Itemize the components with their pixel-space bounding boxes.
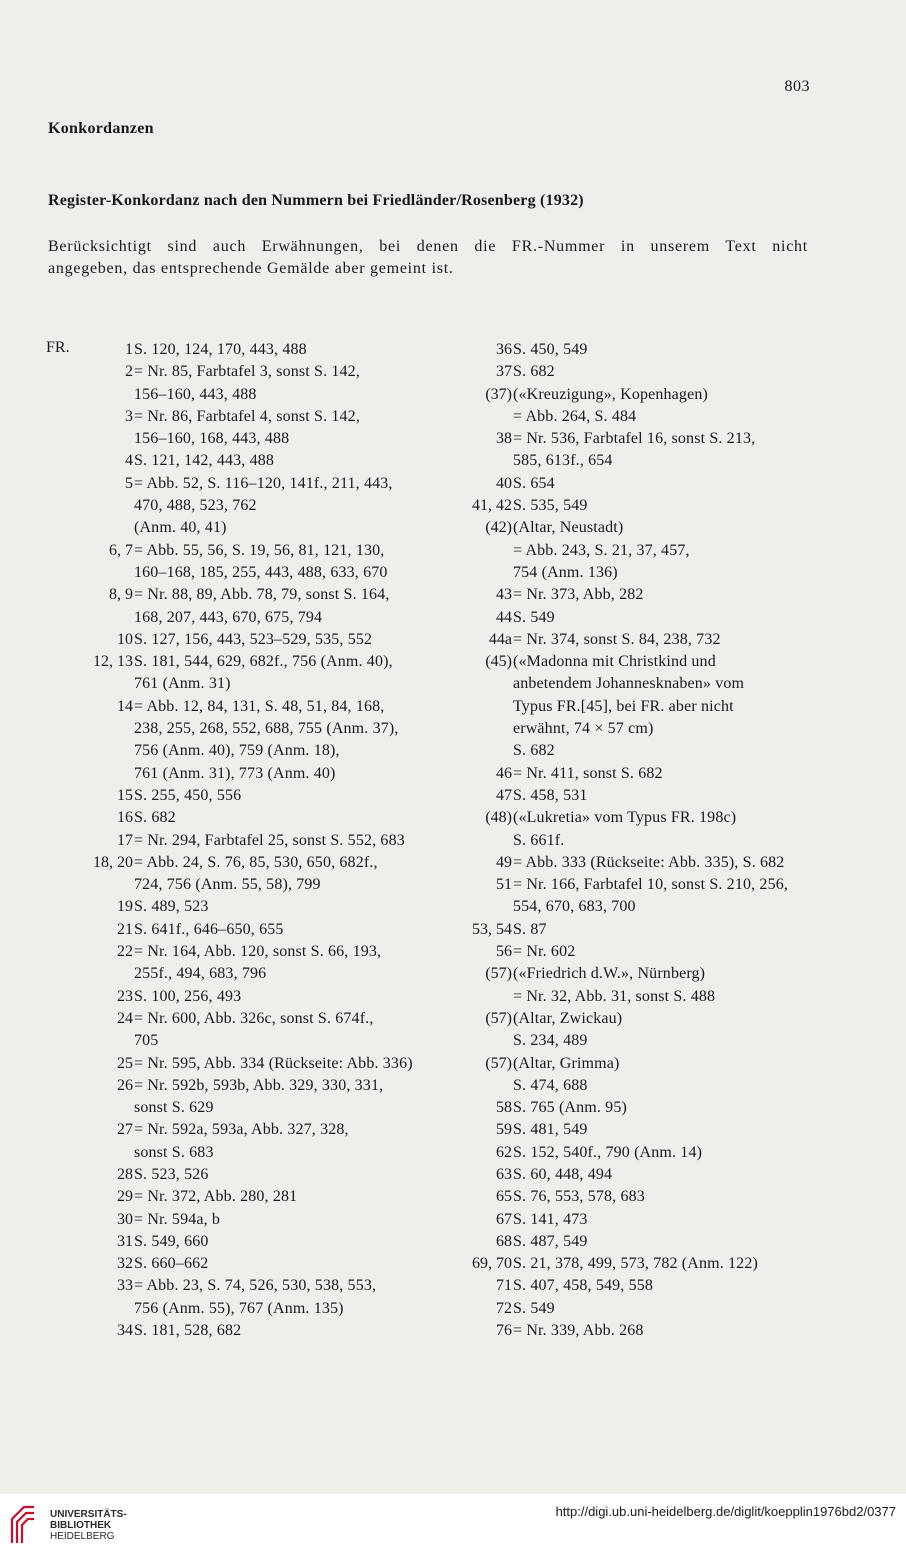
concordance-entry	[48, 896, 448, 918]
concordance-entry	[48, 1097, 448, 1119]
fr-number: 51	[496, 876, 512, 894]
concordance-entry	[440, 896, 820, 918]
fr-number: 53, 54	[472, 920, 512, 938]
concordance-entry	[440, 584, 820, 606]
fr-number	[440, 1075, 512, 1097]
fr-number	[48, 1142, 133, 1164]
concordance-entry	[440, 1164, 820, 1186]
fr-number	[440, 740, 512, 762]
concordance-entry	[48, 339, 448, 361]
concordance-entry	[48, 1209, 448, 1231]
reference-text: S. 523, 526	[134, 1165, 209, 1183]
reference-text: = Abb. 24, S. 76, 85, 530, 650, 682f.,	[134, 853, 378, 871]
concordance-entry	[48, 986, 448, 1008]
concordance-entry	[440, 919, 820, 941]
fr-number	[48, 740, 133, 762]
fr-number: 29	[117, 1188, 133, 1206]
fr-number: 72	[496, 1299, 512, 1317]
concordance-entry	[440, 1298, 820, 1320]
reference-text: = Nr. 602	[513, 943, 576, 961]
concordance-entry	[48, 473, 448, 495]
concordance-entry	[440, 1275, 820, 1297]
concordance-entry	[440, 1030, 820, 1052]
concordance-entry	[440, 607, 820, 629]
reference-text: 724, 756 (Anm. 55, 58), 799	[134, 876, 321, 894]
concordance-entry	[48, 785, 448, 807]
fr-number: (57)	[485, 1009, 512, 1027]
reference-text: = Nr. 595, Abb. 334 (Rückseite: Abb. 336)	[134, 1054, 413, 1072]
reference-text: S. 60, 448, 494	[513, 1165, 613, 1183]
reference-text: (Altar, Zwickau)	[513, 1009, 623, 1027]
reference-text: = Nr. 166, Farbtafel 10, sonst S. 210, 256,	[513, 876, 789, 894]
reference-text: = Nr. 411, sonst S. 682	[513, 764, 663, 782]
reference-text: = Nr. 592a, 593a, Abb. 327, 328,	[134, 1121, 349, 1139]
fr-number: 12, 13	[93, 653, 133, 671]
reference-text: S. 21, 378, 499, 573, 782 (Anm. 122)	[513, 1255, 758, 1273]
concordance-entry	[440, 785, 820, 807]
reference-text: = Abb. 333 (Rückseite: Abb. 335), S. 682	[513, 853, 785, 871]
fr-number: 30	[117, 1210, 133, 1228]
reference-text: = Abb. 243, S. 21, 37, 457,	[513, 541, 690, 559]
reference-text: S. 120, 124, 170, 443, 488	[134, 341, 307, 358]
intro-line-1: Berücksichtigt sind auch Erwähnungen, bei denen die FR.-Nummer in unserem Text nicht	[48, 238, 808, 255]
reference-text: = Nr. 373, Abb, 282	[513, 586, 644, 604]
concordance-entry	[48, 1142, 448, 1164]
fr-number	[440, 406, 512, 428]
reference-text: anbetendem Johannesknaben» vom	[513, 675, 745, 693]
library-footer	[0, 1494, 906, 1558]
concordance-entry	[440, 406, 820, 428]
reference-text: 761 (Anm. 31), 773 (Anm. 40)	[134, 764, 336, 782]
reference-text: S. 255, 450, 556	[134, 786, 242, 804]
concordance-entry	[48, 963, 448, 985]
reference-text: S. 682	[134, 809, 176, 827]
reference-text: S. 654	[513, 474, 555, 492]
concordance-entry	[48, 874, 448, 896]
fr-number	[440, 540, 512, 562]
concordance-entry	[440, 651, 820, 673]
reference-text: S. 181, 544, 629, 682f., 756 (Anm. 40),	[134, 653, 393, 671]
reference-text: S. 458, 531	[513, 786, 588, 804]
reference-text: S. 100, 256, 493	[134, 987, 242, 1005]
reference-text: 168, 207, 443, 670, 675, 794	[134, 608, 323, 626]
library-name	[50, 1509, 127, 1542]
concordance-entry	[440, 740, 820, 762]
fr-number: 14	[117, 697, 133, 715]
reference-text: 255f., 494, 683, 796	[134, 965, 267, 983]
reference-text: S. 141, 473	[513, 1210, 588, 1228]
fr-number: 46	[496, 764, 512, 782]
reference-text: S. 535, 549	[513, 497, 588, 515]
concordance-entry	[440, 540, 820, 562]
reference-text: 160–168, 185, 255, 443, 488, 633, 670	[134, 563, 388, 581]
concordance-entry	[48, 607, 448, 629]
source-url-link[interactable]: http://digi.ub.uni-heidelberg.de/diglit/koepplin1976bd2/0377	[555, 1504, 896, 1519]
reference-text: 756 (Anm. 55), 767 (Anm. 135)	[134, 1299, 344, 1317]
reference-text: S. 549	[513, 1299, 555, 1317]
reference-text: Typus FR.[45], bei FR. aber nicht	[513, 697, 734, 715]
concordance-entry	[440, 361, 820, 383]
concordance-entry	[48, 450, 448, 472]
reference-text: S. 660–662	[134, 1255, 209, 1273]
fr-number: 26	[117, 1076, 133, 1094]
fr-number: 34	[117, 1322, 133, 1340]
fr-number	[440, 562, 512, 584]
concordance-entry	[48, 584, 448, 606]
reference-text: = Nr. 374, sonst S. 84, 238, 732	[513, 630, 721, 648]
fr-number	[440, 830, 512, 852]
concordance-entry	[440, 473, 820, 495]
concordance-entry	[48, 1075, 448, 1097]
concordance-entry	[440, 1253, 820, 1275]
fr-number: 40	[496, 474, 512, 492]
reference-text: S. 481, 549	[513, 1121, 588, 1139]
page-number: 803	[784, 78, 810, 95]
reference-text: («Friedrich d.W.», Nürnberg)	[513, 965, 706, 983]
reference-text: = Nr. 88, 89, Abb. 78, 79, sonst S. 164,	[134, 586, 390, 604]
reference-text: = Nr. 339, Abb. 268	[513, 1322, 644, 1340]
fr-number: 5	[125, 474, 133, 492]
reference-text: sonst S. 629	[134, 1099, 214, 1117]
fr-number: 58	[496, 1099, 512, 1117]
reference-text: = Nr. 594a, b	[134, 1210, 221, 1228]
reference-text: S. 682	[513, 363, 555, 381]
concordance-entry	[440, 1119, 820, 1141]
fr-number	[48, 562, 133, 584]
concordance-entry	[48, 1231, 448, 1253]
fr-number: (42)	[485, 519, 512, 537]
reference-text: S. 87	[513, 920, 547, 938]
concordance-entry	[48, 629, 448, 651]
fr-number: 47	[496, 786, 512, 804]
fr-number: 41, 42	[472, 497, 512, 515]
intro-paragraph	[48, 236, 808, 280]
fr-number: 59	[496, 1121, 512, 1139]
reference-text: = Abb. 55, 56, S. 19, 56, 81, 121, 130,	[134, 541, 385, 559]
fr-number: 22	[117, 943, 133, 961]
concordance-entry	[440, 1097, 820, 1119]
concordance-entry	[440, 963, 820, 985]
fr-number	[440, 1030, 512, 1052]
fr-number	[440, 986, 512, 1008]
concordance-right-column	[440, 339, 820, 1342]
fr-number	[48, 718, 133, 740]
fr-number: 68	[496, 1232, 512, 1250]
concordance-entry	[48, 361, 448, 383]
concordance-entry	[440, 830, 820, 852]
reference-text: S. 641f., 646–650, 655	[134, 920, 284, 938]
reference-text: sonst S. 683	[134, 1143, 214, 1161]
concordance-entry	[440, 562, 820, 584]
concordance-entry	[48, 651, 448, 673]
reference-text: = Nr. 294, Farbtafel 25, sonst S. 552, 683	[134, 831, 405, 849]
fr-number: 44	[496, 608, 512, 626]
library-name-line1: UNIVERSITÄTS-	[50, 1509, 127, 1520]
section-heading: Konkordanzen	[48, 120, 154, 137]
reference-text: 470, 488, 523, 762	[134, 497, 257, 515]
fr-number: 33	[117, 1277, 133, 1295]
library-name-line2: BIBLIOTHEK	[50, 1520, 112, 1531]
reference-text: = Abb. 264, S. 484	[513, 407, 637, 425]
fr-number: 1	[125, 341, 133, 358]
reference-text: = Nr. 592b, 593b, Abb. 329, 330, 331,	[134, 1076, 384, 1094]
reference-text: S. 234, 489	[513, 1032, 588, 1050]
reference-text: = Nr. 86, Farbtafel 4, sonst S. 142,	[134, 407, 360, 425]
fr-number: 36	[496, 341, 512, 358]
fr-number: 31	[117, 1232, 133, 1250]
concordance-entry	[48, 1053, 448, 1075]
reference-text: (Altar, Neustadt)	[513, 519, 624, 537]
concordance-entry	[48, 495, 448, 517]
reference-text: 756 (Anm. 40), 759 (Anm. 18),	[134, 742, 340, 760]
fr-number: 67	[496, 1210, 512, 1228]
concordance-entry	[48, 1164, 448, 1186]
concordance-entry	[48, 830, 448, 852]
fr-number: 24	[117, 1009, 133, 1027]
concordance-entry	[440, 941, 820, 963]
concordance-entry	[48, 517, 448, 539]
reference-text: S. 549	[513, 608, 555, 626]
concordance-entry	[48, 941, 448, 963]
concordance-entry	[48, 384, 448, 406]
reference-text: = Abb. 12, 84, 131, S. 48, 51, 84, 168,	[134, 697, 385, 715]
fr-number: 3	[125, 407, 133, 425]
fr-number	[48, 495, 133, 517]
fr-number	[48, 763, 133, 785]
reference-text: S. 152, 540f., 790 (Anm. 14)	[513, 1143, 703, 1161]
fr-number: 49	[496, 853, 512, 871]
fr-number: 44a	[488, 630, 512, 648]
fr-number: 38	[496, 430, 512, 448]
concordance-entry	[440, 1320, 820, 1342]
fr-number	[440, 450, 512, 472]
concordance-entry	[440, 428, 820, 450]
concordance-entry	[440, 339, 820, 361]
reference-text: S. 489, 523	[134, 898, 209, 916]
reference-text: S. 765 (Anm. 95)	[513, 1099, 627, 1117]
concordance-entry	[48, 807, 448, 829]
concordance-entry	[48, 1253, 448, 1275]
concordance-entry	[48, 1008, 448, 1030]
fr-number: 17	[117, 831, 133, 849]
concordance-entry	[48, 696, 448, 718]
fr-number: 37	[496, 363, 512, 381]
fr-number: (37)	[485, 385, 512, 403]
fr-number	[48, 1030, 133, 1052]
reference-text: S. 549, 660	[134, 1232, 209, 1250]
fr-number: (48)	[485, 809, 512, 827]
reference-text: = Nr. 85, Farbtafel 3, sonst S. 142,	[134, 363, 360, 381]
reference-text: S. 450, 549	[513, 341, 588, 358]
fr-number: 19	[117, 898, 133, 916]
fr-number	[48, 1298, 133, 1320]
fr-number: 15	[117, 786, 133, 804]
concordance-entry	[48, 1186, 448, 1208]
fr-number: 6, 7	[109, 541, 133, 559]
fr-number: 32	[117, 1255, 133, 1273]
concordance-entry	[48, 562, 448, 584]
concordance-entry	[48, 1275, 448, 1297]
fr-number: 4	[125, 452, 133, 470]
reference-text: 156–160, 168, 443, 488	[134, 430, 290, 448]
fr-number: 27	[117, 1121, 133, 1139]
concordance-entry	[440, 807, 820, 829]
concordance-entry	[440, 852, 820, 874]
concordance-entry	[440, 986, 820, 1008]
reference-text: = Nr. 32, Abb. 31, sonst S. 488	[513, 987, 716, 1005]
concordance-entry	[48, 406, 448, 428]
concordance-entry	[440, 1008, 820, 1030]
fr-number	[48, 428, 133, 450]
library-logo-icon	[10, 1505, 36, 1545]
fr-number	[440, 718, 512, 740]
reference-text: = Nr. 536, Farbtafel 16, sonst S. 213,	[513, 430, 756, 448]
fr-number: 21	[117, 920, 133, 938]
reference-text: («Lukretia» vom Typus FR. 198c)	[513, 809, 737, 827]
reference-text: = Abb. 23, S. 74, 526, 530, 538, 553,	[134, 1277, 377, 1295]
fr-number: 62	[496, 1143, 512, 1161]
reference-text: S. 474, 688	[513, 1076, 588, 1094]
reference-text: 761 (Anm. 31)	[134, 675, 231, 693]
concordance-entry	[440, 1142, 820, 1164]
fr-number: (45)	[485, 653, 512, 671]
concordance-entry	[48, 673, 448, 695]
reference-text: S. 181, 528, 682	[134, 1322, 242, 1340]
fr-number: 25	[117, 1054, 133, 1072]
fr-number	[440, 696, 512, 718]
concordance-entry	[48, 540, 448, 562]
reference-text: S. 487, 549	[513, 1232, 588, 1250]
fr-number: 76	[496, 1322, 512, 1340]
concordance-entry	[48, 1119, 448, 1141]
fr-number: 56	[496, 943, 512, 961]
concordance-entry	[48, 1320, 448, 1342]
concordance-entry	[440, 384, 820, 406]
reference-text: (Altar, Grimma)	[513, 1054, 620, 1072]
concordance-entry	[440, 629, 820, 651]
concordance-entry	[440, 517, 820, 539]
concordance-entry	[48, 428, 448, 450]
concordance-entry	[440, 1186, 820, 1208]
fr-number: 28	[117, 1165, 133, 1183]
concordance-entry	[440, 763, 820, 785]
fr-number	[48, 673, 133, 695]
intro-line-2: angegeben, das entsprechende Gemälde aber gemeint ist.	[48, 260, 454, 277]
concordance-entry	[48, 919, 448, 941]
concordance-left-column	[48, 339, 448, 1342]
reference-text: (Anm. 40, 41)	[134, 519, 227, 537]
fr-number: 16	[117, 809, 133, 827]
reference-text: = Nr. 372, Abb. 280, 281	[134, 1188, 298, 1206]
fr-number: 65	[496, 1188, 512, 1206]
reference-text: erwähnt, 74 × 57 cm)	[513, 720, 654, 738]
concordance-entry	[48, 740, 448, 762]
concordance-entry	[440, 495, 820, 517]
concordance-entry	[440, 450, 820, 472]
fr-number: 8, 9	[109, 586, 133, 604]
reference-text: = Nr. 164, Abb. 120, sonst S. 66, 193,	[134, 943, 382, 961]
section-subheading: Register-Konkordanz nach den Nummern bei Friedländer/Rosenberg (1932)	[48, 192, 584, 209]
concordance-entry	[440, 874, 820, 896]
fr-number: 23	[117, 987, 133, 1005]
fr-number: 71	[496, 1277, 512, 1295]
concordance-entry	[48, 1298, 448, 1320]
concordance-entry	[48, 763, 448, 785]
concordance-entry	[440, 673, 820, 695]
reference-text: 585, 613f., 654	[513, 452, 613, 470]
reference-text: («Kreuzigung», Kopenhagen)	[513, 385, 708, 403]
concordance-entry	[440, 1209, 820, 1231]
concordance-entry	[440, 718, 820, 740]
reference-text: = Abb. 52, S. 116–120, 141f., 211, 443,	[134, 474, 393, 492]
fr-number	[440, 673, 512, 695]
fr-number: 69, 70	[472, 1255, 512, 1273]
fr-number: 43	[496, 586, 512, 604]
reference-text: S. 121, 142, 443, 488	[134, 452, 275, 470]
fr-number: (57)	[485, 1054, 512, 1072]
reference-text: («Madonna mit Christkind und	[513, 653, 716, 671]
fr-number	[48, 607, 133, 629]
reference-text: 554, 670, 683, 700	[513, 898, 636, 916]
fr-number	[48, 384, 133, 406]
reference-text: 754 (Anm. 136)	[513, 563, 618, 581]
fr-number	[440, 896, 512, 918]
reference-text: S. 407, 458, 549, 558	[513, 1277, 654, 1295]
concordance-entry	[440, 696, 820, 718]
concordance-entry	[440, 1231, 820, 1253]
fr-number	[48, 1097, 133, 1119]
fr-number: (57)	[485, 965, 512, 983]
reference-text: S. 127, 156, 443, 523–529, 535, 552	[134, 630, 373, 648]
concordance-entry	[48, 852, 448, 874]
concordance-entry	[440, 1053, 820, 1075]
concordance-entry	[48, 1030, 448, 1052]
reference-text: = Nr. 600, Abb. 326c, sonst S. 674f.,	[134, 1009, 374, 1027]
reference-text: 238, 255, 268, 552, 688, 755 (Anm. 37),	[134, 720, 399, 738]
reference-text: S. 682	[513, 742, 555, 760]
fr-number: 63	[496, 1165, 512, 1183]
concordance-entry	[440, 1075, 820, 1097]
reference-text: S. 76, 553, 578, 683	[513, 1188, 645, 1206]
fr-number: 18, 20	[93, 853, 133, 871]
fr-number	[48, 517, 133, 539]
concordance-entry	[48, 718, 448, 740]
fr-number	[48, 963, 133, 985]
fr-number: 10	[117, 630, 133, 648]
fr-number	[48, 874, 133, 896]
reference-text: 705	[134, 1032, 159, 1050]
fr-number: 2	[125, 363, 133, 381]
fr-prefix: FR.	[46, 339, 70, 356]
reference-text: S. 661f.	[513, 831, 565, 849]
reference-text: 156–160, 443, 488	[134, 385, 257, 403]
library-name-line3: HEIDELBERG	[50, 1531, 115, 1542]
